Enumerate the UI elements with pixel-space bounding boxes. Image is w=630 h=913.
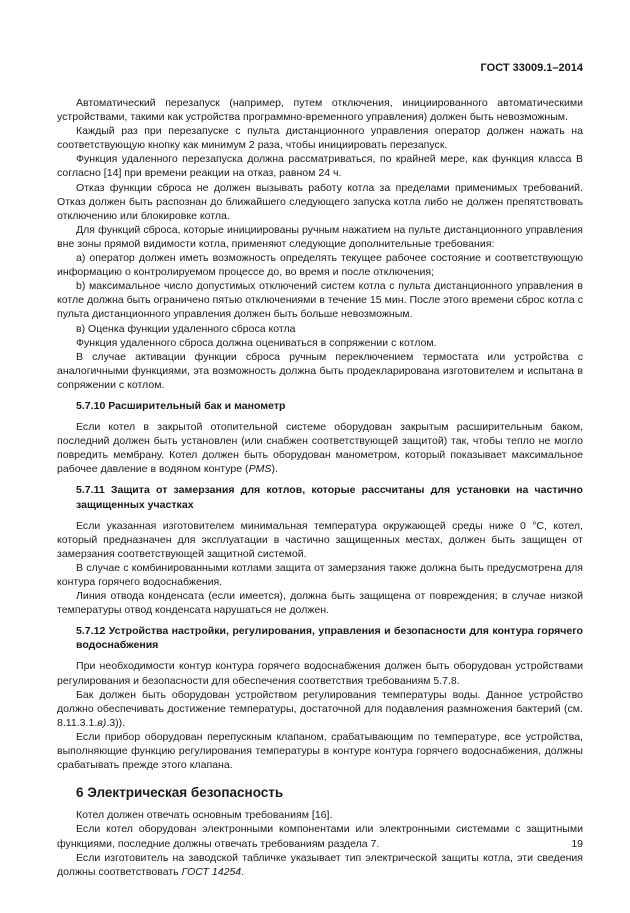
paragraph: Если котел в закрытой отопительной системе оборудован закрытым расширительным баком, последний должен быть установлен (или снабжен соответствующей защитой) так, чтобы тепло не могло повредить мембрану. Котел должен быть оборудован манометром, который показывает максимальное рабочее давление в водяном контуре (PMS). <box>57 421 583 476</box>
paragraph: Линия отвода конденсата (если имеется), должна быть защищена от повреждения; в случае низкой температуры отвод конденсата нарушаться не должен. <box>57 590 583 617</box>
paragraph: Для функций сброса, которые инициированы ручным нажатием на пульте дистанционного управления вне зоны прямой видимости котла, применяют следующие дополнительные требования: <box>57 223 583 250</box>
paragraph: Бак должен быть оборудован устройством регулирования температуры воды. Данное устройство должно обеспечивать достижение температуры, достаточной для подавления размножения бактерий (см. 8.11.3.1.в).3)). <box>57 688 583 729</box>
section-heading-5-7-11: 5.7.11 Защита от замерзания для котлов, которые рассчитаны для установки на частично защищенных участках <box>76 484 583 511</box>
paragraph: Котел должен отвечать основным требованиям [16]. <box>76 809 333 822</box>
page-body <box>57 96 583 879</box>
paragraph: Если изготовитель на заводской табличке указывает тип электрической защиты котла, эти сведения должны соответствовать ГОСТ 14254. <box>57 851 583 878</box>
page-number: 19 <box>571 838 583 850</box>
paragraph: Каждый раз при перезапуске с пульта дистанционного управления оператор должен нажать на соответствующую кнопку как минимум 2 раза, чтобы инициировать перезапуск. <box>57 125 583 152</box>
paragraph: При необходимости контур контура горячего водоснабжения должен быть оборудован устройствами регулирования и безопасности для обеспечения соответствия требованиям 5.7.8. <box>57 660 583 687</box>
section-heading-5-7-12: 5.7.12 Устройства настройки, регулирования, управления и безопасности для контура горячего водоснабжения <box>76 625 583 652</box>
document-header: ГОСТ 33009.1–2014 <box>480 62 583 74</box>
paragraph: В случае активации функции сброса ручным переключением термостата или устройства с аналогичными функциями, эта возможность должна быть продекларирована изготовителем и испытана в сопряжении с котлом. <box>57 350 583 391</box>
paragraph: В случае с комбинированными котлами защита от замерзания также должна быть предусмотрена для контура горячего водоснабжения. <box>57 561 583 588</box>
paragraph: Если указанная изготовителем минимальная температура окружающей среды ниже 0 °С, котел, который предназначен для эксплуатации в частично защищенных местах, должен быть защищен от замерзания соответствующей защитной системой. <box>57 519 583 560</box>
paragraph: Функция удаленного перезапуска должна рассматриваться, по крайней мере, как функция класса В согласно [14] при времени реакции на отказ, равном 24 ч. <box>57 153 583 180</box>
paragraph: Если котел оборудован электронными компонентами или электронными системами с защитными функциями, последние должны отвечать требованиям раздела 7. <box>57 823 583 850</box>
paragraph: Автоматический перезапуск (например, путем отключения, инициированного автоматическими устройствами, такими как устройства программно-временного управления) должен быть невозможным. <box>57 97 583 124</box>
paragraph: Отказ функции сброса не должен вызывать работу котла за пределами применимых требований. Отказ должен быть распознан до ближайшего следующего запуска котла либо не должен препятствовать отключению или блокировке котла. <box>57 181 583 222</box>
section-heading-6: 6 Электрическая безопасность <box>76 785 284 801</box>
paragraph: Функция удаленного сброса должна оцениваться в сопряжении с котлом. <box>76 336 437 349</box>
list-item-b: b) максимальное число допустимых отключений систем котла с пульта дистанционного управления в котле должна быть ограничено пятью отключениями в течение 15 мин. После этого времени сброс котла с пульта дистанционного управления должен быть больше невозможным. <box>57 280 583 321</box>
list-item-a: а) оператор должен иметь возможность определять текущее рабочее состояние и соответствующую информацию о контролируемом процессе до, во время и после отключения; <box>57 252 583 279</box>
paragraph: Если прибор оборудован перепускным клапаном, срабатывающим по температуре, все устройства, выполняющие функцию регулирования температуры в контуре контура горячего водоснабжения, должны срабатывать прежде этого клапана. <box>57 730 583 772</box>
list-item-v: в) Оценка функции удаленного сброса котла <box>76 322 296 335</box>
section-heading-5-7-10: 5.7.10 Расширительный бак и манометр <box>76 399 286 412</box>
